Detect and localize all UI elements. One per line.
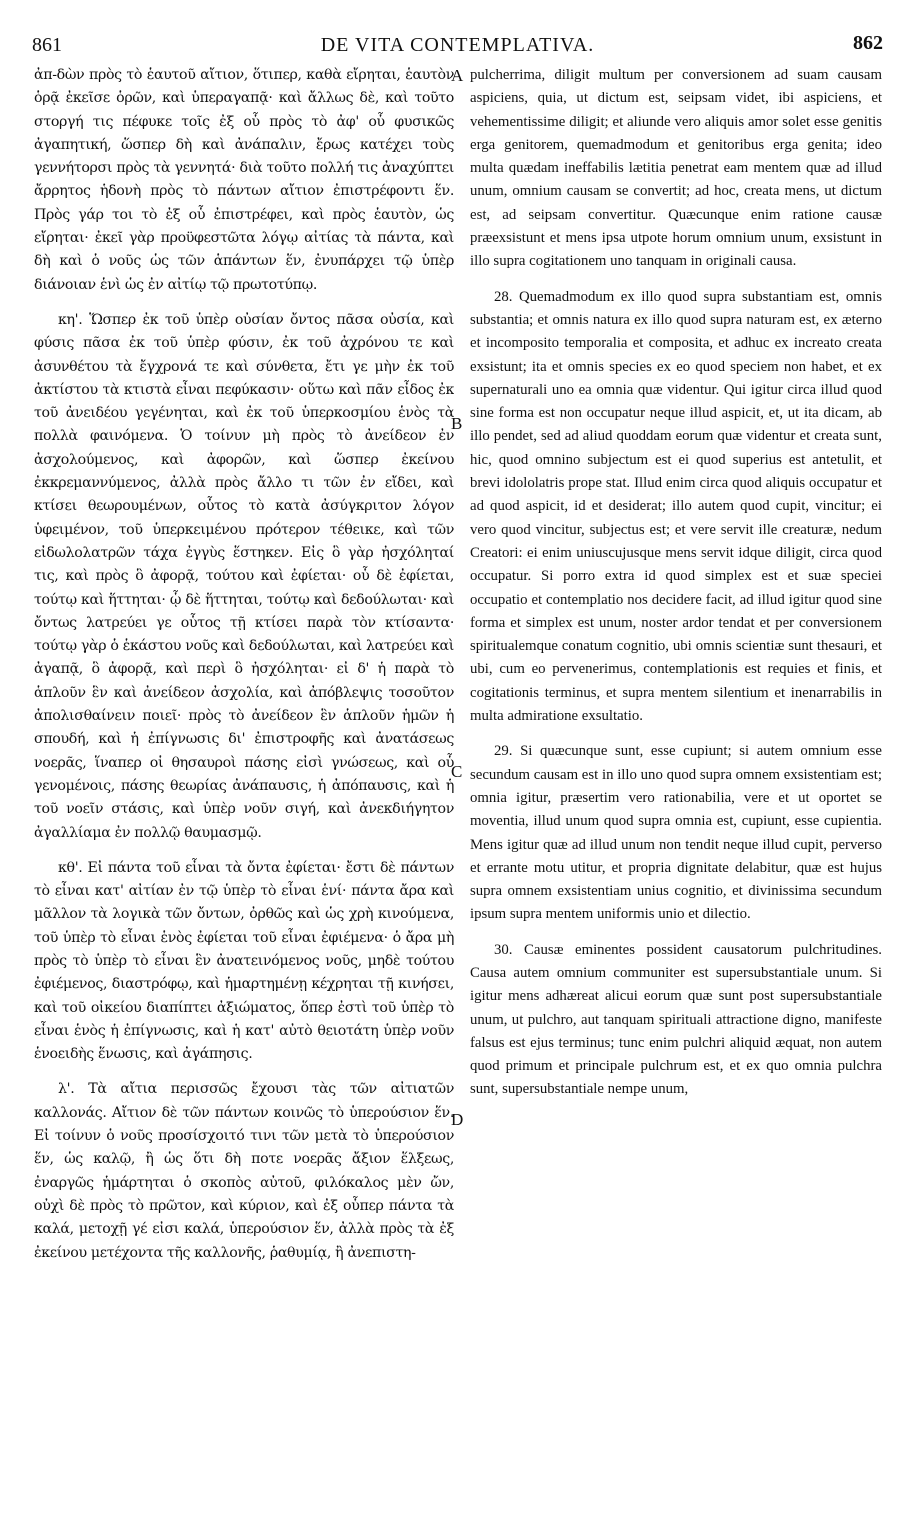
running-header [30,30,885,60]
greek-column [34,64,454,1530]
section-marker: C [451,762,463,781]
latin-column [470,64,882,1530]
greek-paragraph: λ'. Τὰ αἴτια περισσῶς ἔχουσι τὰς τῶν αἰτιατῶν καλλονάς. Αἴτιον δὲ τῶν πάντων κοινῶς τὸ ὑπερούσιον ἕν. Εἰ τοίνυν ὁ νοῦς προσίσχοιτό τινι τῶν μετὰ τὸ ὑπερούσιον ἕν, ὡς καλῷ, ἢ ὡς ὅτι δὴ ποτε νοερᾶς ἄξιον ἕλξεως, ἐναργῶς ἡμάρτηται ὁ σκοπὸς αὐτοῦ, φιλόκαλος μὲν ὤν, οὐχὶ δὲ πρὸς τὸ πρῶτον, καὶ κύριον, καὶ ἐξ οὗπερ πάντα τὰ καλά, μετοχῇ γέ εἰσι καλά, ὑπερούσιον ἕν, ἀλλὰ πρὸς τὰ ἐξ ἐκείνου μετέχοντα τῆς καλλονῆς, ῥαθυμίᾳ, ἢ ἀνεπιστη- [34,1081,454,1261]
section-marker: A [451,66,464,85]
greek-paragraph: κθ'. Εἰ πάντα τοῦ εἶναι τὰ ὄντα ἐφίεται· ἔστι δὲ πάντων τὸ εἶναι κατ' αἰτίαν ἐν τῷ ὑπὲρ τὸ εἶναι ἑνί· πάντα ἄρα καὶ μᾶλλον τὰ λογικὰ τῶν ὄντων, ὀρθῶς καὶ ὡς χρὴ κινούμενα, τοῦ ὑπὲρ τὸ εἶναι ἑνὸς ἐφίεται τοῦ εἶναι ἐφιέμενα· ὁ ἄρα μὴ πρὸς τὸ ὑπὲρ τὸ εἶναι ἓν ἀνατεινόμενος νοῦς, μηδὲ τούτου ἐφιέμενος, διαστρόφῳ, καὶ ἡμαρτημένῃ κέχρηται τῇ κινήσει, καὶ τοῦ οἰκείου διαπίπτει ἀξιώματος, ὅπερ ἐστὶ τοῦ ὑπὲρ τὸ εἶναι ἑνὸς ἡ ἐπίγνωσις, καὶ ἡ κατ' αὐτὸ θειοτάτη ὑπὲρ νοῦν ἑνοειδὴς ἕνωσις, καὶ ἀγάπησις. [34,859,454,1063]
section-marker: B [451,414,463,433]
section-marker: D [451,1110,464,1129]
greek-paragraph: ἀπ-δὼν πρὸς τὸ ἑαυτοῦ αἴτιον, ὅτιπερ, καθὰ εἴρηται, ἑαυτὸν ὁρᾷ ἐκεῖσε ὁρῶν, καὶ ὑπεραγαπᾷ· καὶ ἄλλως δὲ, καὶ τοῦτο στοργή τις πέφυκε τοῖς ἐξ οὗ πρὸς τὸ ἀφ' οὗ φυσικῶς ἀγαπητική, ὥσπερ δὴ καὶ ἀνάπαλιν, ἔρως κατέχει τοὺς γεννήτορσι πρὸς τὰ γεννητά· διὰ τοῦτο πολλή τις ἀναχύπτει ἄρρητος ἡδονὴ πρὸς τὸ πάντων αἴτιον ἐπιστρέφοντι ἕν. Πρὸς γάρ τοι τὸ ἐξ οὗ ἐπιστρέφει, καὶ πρὸς ἑαυτὸν, ὡς εἴρηται· ἐκεῖ γὰρ προϋφεστῶτα λόγῳ αἰτίας τὰ πάντα, καὶ δὴ καὶ ὁ νοῦς ὡς τῶν ἁπάντων ἕν, ἐνυπάρχει τῷ ὑπὲρ διάνοιαν ἑνὶ ὡς ἐν αἰτίῳ τῷ πρωτοτύπῳ. [34,67,454,293]
latin-paragraph: 29. Si quæcunque sunt, esse cupiunt; si autem omnium esse secundum causam est in illo uno quod supra omnem exsistentiam est; omnia igitur, præsertim vero rationabilia, vere et ut oportet se moventia, illud unum quod supra omnia est, cupiunt, esse cupientia. Mens igitur quæ ad illud unum non tendit neque illud cupit, perverso et errante motu utitur, et propria dignitate delabitur, quæ est hujus supra omnem exsistentiam unius cognitio, et divinissima secundum ipsum supra mentem uniformis unio et dilectio. [470,743,882,923]
running-title: DE VITA CONTEMPLATIVA. [320,34,595,56]
greek-paragraph: κη'. Ὥσπερ ἐκ τοῦ ὑπὲρ οὐσίαν ὄντος πᾶσα οὐσία, καὶ φύσις πᾶσα ἐκ τοῦ ὑπὲρ φύσιν, ἐκ τοῦ ἀχρόνου τε καὶ ἀσυνθέτου τὰ ἔγχρονά τε καὶ σύνθετα, ἔτι γε μὴν ἐκ τοῦ ἀκτίστου τὰ κτιστὰ εἶναι πεφύκασιν· οὕτω καὶ πᾶν εἶδος ἐκ τοῦ ἀνειδέου γεγένηται, καὶ ἐκ τοῦ ὑπερκοσμίου ἑνὸς τὰ πολλὰ φαινόμενα. Ὁ τοίνυν μὴ πρὸς τὸ ἀνείδεον ἐν ἀσχολούμενος, καὶ ἀφορῶν, καὶ ὥσπερ ἐκείνου ἐκκρεμαννύμενος, ἀλλὰ πρὸς ἄλλο τι τῶν ἐν εἴδει, καὶ κτίσει θεωρουμένων, οὗτος τὸ κατὰ ἀσύγκριτον λόγον ὑφειμένον, τοῦ ὑπερκειμένου πρότερον τέθεικε, καὶ τῶν εἰδωλολατρῶν τάχα ἐγγὺς ἕστηκεν. Εἰς ὃ γὰρ ἠσχόληταί τις, καὶ πρὸς ὃ ἀφορᾷ, τούτου καὶ ἐφίεται· οὗ δὲ ἐφίεται, τούτῳ καὶ ἥττηται· ᾧ δὲ ἥττηται, τούτῳ καὶ δεδούλωται· καὶ ὄντως λατρεύει γε οὗτος τῇ κτίσει παρὰ τὸν κτίσαντα· τούτῳ γὰρ ὁ ἑκάστου νοῦς καὶ δεδούλωται, καὶ λατρεύει καὶ ἀγαπᾷ, ὃ ἀφορᾷ, καὶ περὶ ὃ ἠσχόληται· εἰ δ' ἡ παρὰ τὸ ἁπλοῦν ἓν καὶ ἀνείδεον ἀσχολία, καὶ ἀπόβλεψις τοσοῦτον ἀπολισθαίνειν ποιεῖ· πρὸς τὸ ἀνείδεον ἓν ἁπλοῦν ἡμῶν ἡ σπουδή, καὶ ἡ ἐπίγνωσις δι' ἐπιστροφῆς καὶ ἀνατάσεως νοερᾶς, ἵναπερ οἱ θησαυροὶ πάσης εἰσὶ γνώσεως, καὶ οὗ γενομένοις, πάσης θεωρίας ἀνάπαυσις, ἡ ἀπόπαυσις, καὶ ἡ τοῦ νοεῖν στάσις, καὶ ὑπὲρ νοῦν σιγή, καὶ ἀνεκδιήγητον ἀγαλλίαμα ἐν πολλῷ θαυμασμῷ. [34,311,454,841]
section-marker-gutter [451,64,467,1530]
latin-paragraph: pulcherrima, diligit multum per conversionem ad suam causam aspiciens, quia, ut dictum est, seipsam videt, ibi aspiciens, et vehementissime diligit; et aliunde vero aliquis amor solet esse genitis erga genitorem, quemadmodum et genitoribus erga genita; ideo multa quædam ineffabilis lætitia penetrat eam mentem quæ ad illud unum, omnium causam se convertit; ad hoc, creata mens, ut dictum est, ad seipsam convertitur. Quæcunque enim ratione causæ præexsistunt et mens ipsa utpote horum omnium unum, exsistunt in illo supra cogitationem uno tanquam in originali causa. [470,67,882,270]
page-number-right: 862 [853,32,883,54]
page-number-left: 861 [32,34,62,56]
latin-paragraph: 28. Quemadmodum ex illo quod supra substantiam est, omnis substantia; et omnis natura ex illo quod supra naturam est, ex æterno et incomposito temporalia et composita, et adhuc ex increato creata exsistunt; ita et omnis species ex eo quod speciem non habet, et ex supernaturali uno ea omnia quæ videntur. Qui igitur circa illud quod sine forma est non occupatur neque illud aspicit, et, ut ita dicam, ab illo pendet, sed ad aliud quoddam eorum quæ videntur et creata sunt, hic, quod omnino subjectum est ei quod superius est antetulit, et brevi idololatris prope stat. Illud enim circa quod aliquis occupatur et ad quod aspicit, id et desiderat; illo autem quod cupit, vincitur; ei vero quod vincitur, subjectus est; et vere servit ille creaturæ, nedum Creatori: ei enim uniuscujusque mens servit idque diligit, circa quod occupatur. Si porro extra id quod simplex est et suæ speciei occupatio et contemplatio nos decidere facit, ad illud igitur quod sine forma et simplex est unum, noster ardor tendat et per conversionem spiritualemque conatum cognitio, ubi omnis scientiæ sunt thesauri, et ubi, cum eo pervenerimus, contemplationis est requies et finis, et cogitationis terminus, et supra mentem silentium et inenarrabilis in multa admiratione exsultatio. [470,288,882,725]
latin-paragraph: 30. Causæ eminentes possident causatorum pulchritudines. Causa autem omnium communiter est supersubstantiale unum. Si igitur mens adhæreat alicui eorum quæ sunt post supersubstantiale unum, ut pulchro, aut tanquam spirituali attractione digno, manifeste falsus est ejus terminus; tunc enim pulchri aliquid æquat, non autem quod primum et principale pulchrum est, et ex quo omnia pulchra sunt, supersubstantiale nempe unum, [470,941,882,1098]
